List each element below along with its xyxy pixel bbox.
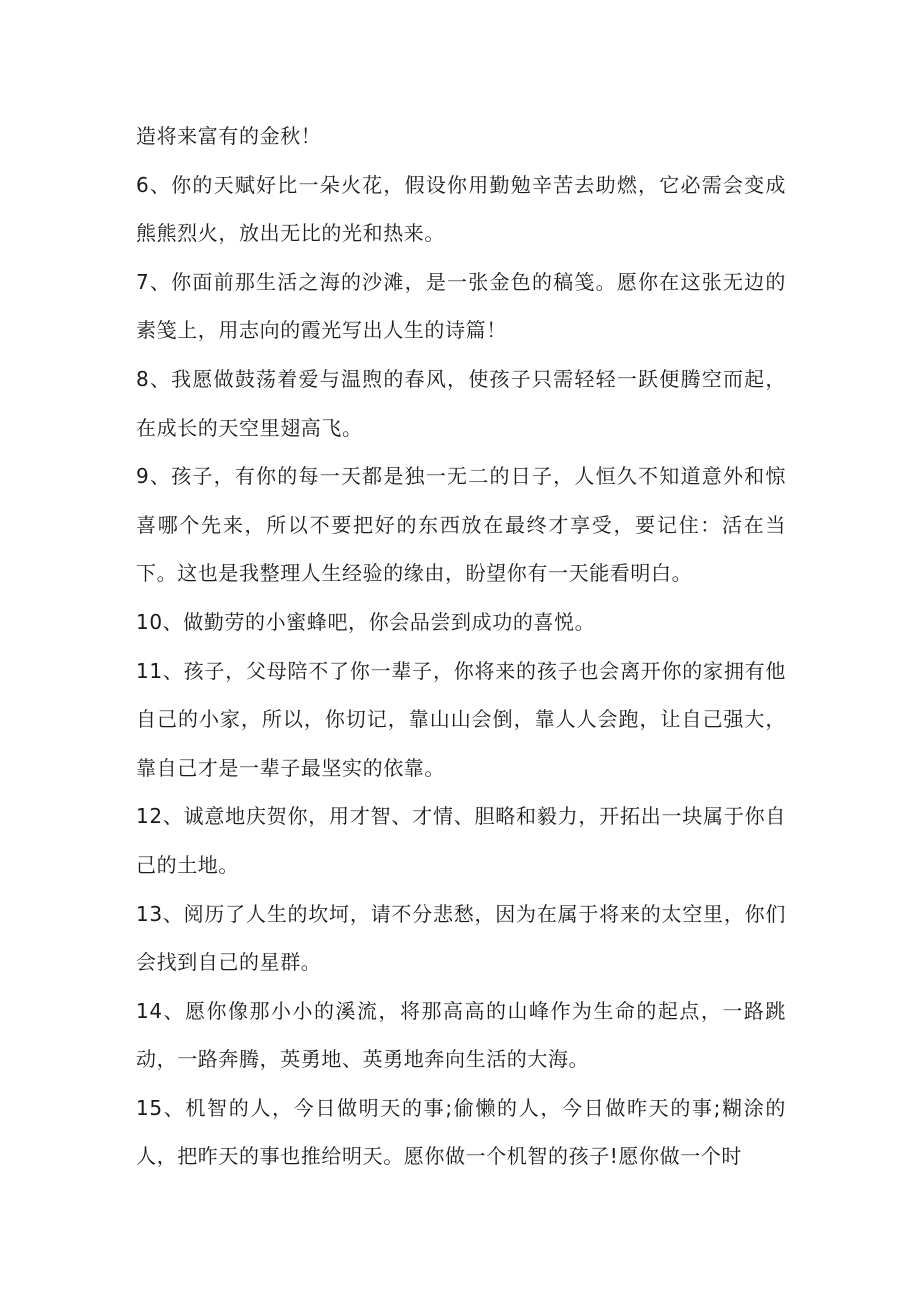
paragraph-item-15: 15、机智的人，今日做明天的事;偷懒的人，今日做昨天的事;糊涂的人，把昨天的事也推给明天。愿你做一个机智的孩子!愿你做一个时: [136, 1095, 786, 1169]
paragraph-item-12: 12、诚意地庆贺你，用才智、才情、胆略和毅力，开拓出一块属于你自己的土地。: [136, 804, 786, 877]
paragraph-item-11: 11、孩子，父母陪不了你一辈子，你将来的孩子也会离开你的家拥有他自己的小家，所以，你切记，靠山山会倒，靠人人会跑，让自己强大，靠自己才是一辈子最坚实的依靠。: [136, 658, 786, 780]
document-body: [136, 112, 786, 1181]
paragraph-item-9: 9、孩子，有你的每一天都是独一无二的日子，人恒久不知道意外和惊喜哪个先来，所以不要把好的东西放在最终才享受，要记住：活在当下。这也是我整理人生经验的缘由，盼望你有一天能看明白。: [136, 464, 786, 586]
paragraph-item-14: 14、愿你像那小小的溪流，将那高高的山峰作为生命的起点，一路跳动，一路奔腾，英勇地、英勇地奔向生活的大海。: [136, 998, 786, 1072]
paragraph-item-6: 6、你的天赋好比一朵火花，假设你用勤勉辛苦去助燃，它必需会变成熊熊烈火，放出无比的光和热来。: [136, 172, 786, 246]
paragraph-item-13: 13、阅历了人生的坎坷，请不分悲愁，因为在属于将来的太空里，你们会找到自己的星群。: [136, 901, 786, 975]
paragraph-item-10: 10、做勤劳的小蜜蜂吧，你会品尝到成功的喜悦。: [136, 609, 596, 634]
paragraph-item-8: 8、我愿做鼓荡着爱与温煦的春风，使孩子只需轻轻一跃便腾空而起，在成长的天空里翅高飞。: [136, 366, 786, 440]
paragraph-item-7: 7、你面前那生活之海的沙滩，是一张金色的稿笺。愿你在这张无边的素笺上，用志向的霞光写出人生的诗篇！: [136, 269, 786, 343]
paragraph-continuation: 造将来富有的金秋！: [136, 124, 322, 148]
